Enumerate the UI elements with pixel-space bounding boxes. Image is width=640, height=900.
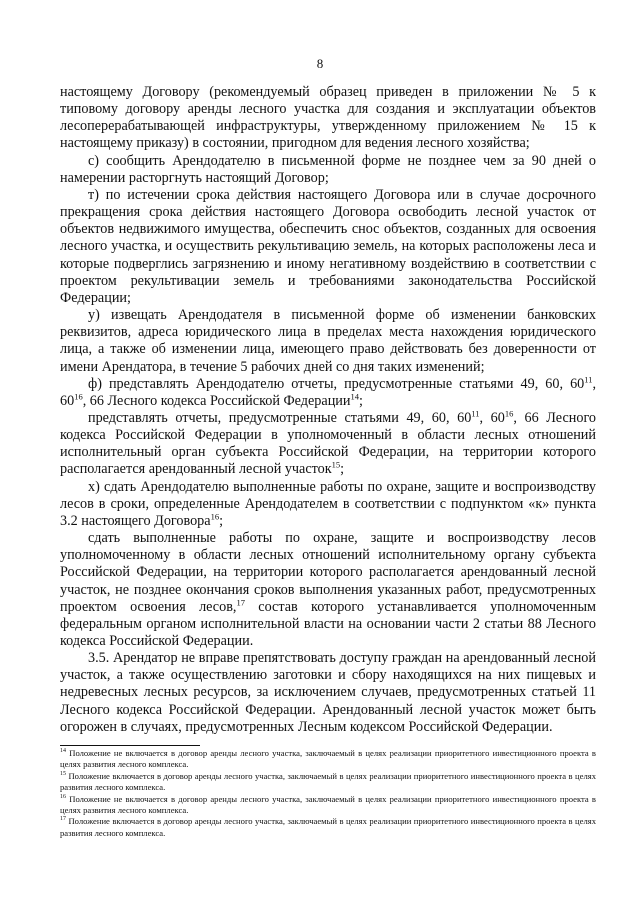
footnote-ref: 16 [504, 408, 514, 419]
footnote: $^{17}$ Положение включается в договор аренды лесного участка, заключаемый в целях реализации приоритетного инвестиционного проекта в целях развития лесного комплекса. [60, 816, 596, 838]
paragraph-continuation: настоящему Договору (рекомендуемый образец приведен в приложении № 5 к типовому договору аренды лесного участка для создания и эксплуатации объектов лесоперерабатывающей инфраструктуры, утвержденному приложением № 15 к настоящему приказу) в состоянии, пригодном для ведения лесного хозяйства; [60, 84, 596, 152]
footnotes [60, 748, 596, 839]
paragraph-item-u: у) извещать Арендодателя в письменной форме об изменении банковских реквизитов, адреса юридического лица в пределах места нахождения юридического лица, а также об изменении лица, имеющего право действовать без доверенности от имени Арендатора, в течение 5 рабочих дней со дня таких изменений; [60, 307, 596, 375]
paragraph-item-f: ф) представлять Арендодателю отчеты, предусмотренные статьями 49, 60, $60^{11}$, $60^{16}$, 66 Лесного кодекса Российской Федерации$^{14}$; [60, 373, 596, 409]
footnote-ref: 11 [471, 408, 480, 419]
paragraph-item-f-alt: представлять отчеты, предусмотренные статьями 49, 60, $60^{11}$, $60^{16}$, 66 Лесного кодекса Российской Федерации в уполномоченный в области лесных отношений исполнительный орган субъекта Российской Федерации, на территории которого располагается арендованный лесной участок$^{15}$; [60, 408, 597, 478]
paragraph-item-h: х) сдать Арендодателю выполненные работы по охране, защите и воспроизводству лесов в сроки, определенные Арендодателем в соответствии с подпунктом «к» пункта 3.2 настоящего Договора$^{16}$; [60, 478, 596, 529]
footnote-ref: 15 [331, 459, 341, 470]
page-number: 8 [316, 56, 324, 71]
footnote-separator [60, 745, 200, 746]
paragraph-item-t: т) по истечении срока действия настоящего Договора или в случае досрочного прекращения срока действия настоящего Договора освободить лесной участок от объектов недвижимого имущества, обеспечить снос объектов, созданных для освоения лесного участка, и осуществить рекультивацию земель, на которых расположены леса и которые подверглись загрязнению и иному негативному воздействию в соответствии с проектом рекультивации земель и требованиями законодательства Российской Федерации; [60, 186, 596, 306]
footnote: $^{16}$ Положение не включается в договор аренды лесного участка, заключаемый в целях реализации приоритетного инвестиционного проекта в целях развития лесного комплекса. [60, 793, 596, 816]
paragraph-item-h-alt: сдать выполненные работы по охране, защите и воспроизводству лесов уполномоченному в области лесных отношений исполнительному органу субъекта Российской Федерации, на территории которого располагается арендованный лесной участок, не позднее окончания сроков выполнения указанных работ, предусмотренных проектом освоения лесов,$^{17}$ состав которого устанавливается уполномоченным федеральным органом исполнительной власти на основании части 2 статьи 88 Лесного кодекса Российской Федерации. [60, 530, 596, 649]
footnote: $^{14}$ Положение не включается в договор аренды лесного участка, заключаемый в целях реализации приоритетного инвестиционного проекта в целях развития лесного комплекса. [60, 748, 596, 770]
paragraph-item-s: с) сообщить Арендодателю в письменной форме не позднее чем за 90 дней о намерении расторгнуть настоящий Договор; [60, 152, 596, 186]
body-text [60, 84, 596, 736]
footnote-ref: 16 [74, 391, 83, 402]
footnote-ref: 17 [236, 596, 245, 607]
footnote-ref: 14 [350, 391, 359, 402]
footnote-ref: 11 [584, 373, 593, 384]
paragraph-section-3-5: 3.5. Арендатор не вправе препятствовать доступу граждан на арендованный лесной участок, а также осуществлению заготовки и сбору находящихся на них пищевых и недревесных лесных ресурсов, за исключением случаев, предусмотренных статьей 11 Лесного кодекса Российской Федерации. Арендованный лесной участок может быть огорожен в случаях, предусмотренных Лесным кодексом Российской Федерации. [60, 650, 596, 735]
footnote: $^{15}$ Положение включается в договор аренды лесного участка, заключаемый в целях реализации приоритетного инвестиционного проекта в целях развития лесного комплекса. [60, 770, 596, 793]
footnote-ref: 16 [210, 511, 220, 522]
